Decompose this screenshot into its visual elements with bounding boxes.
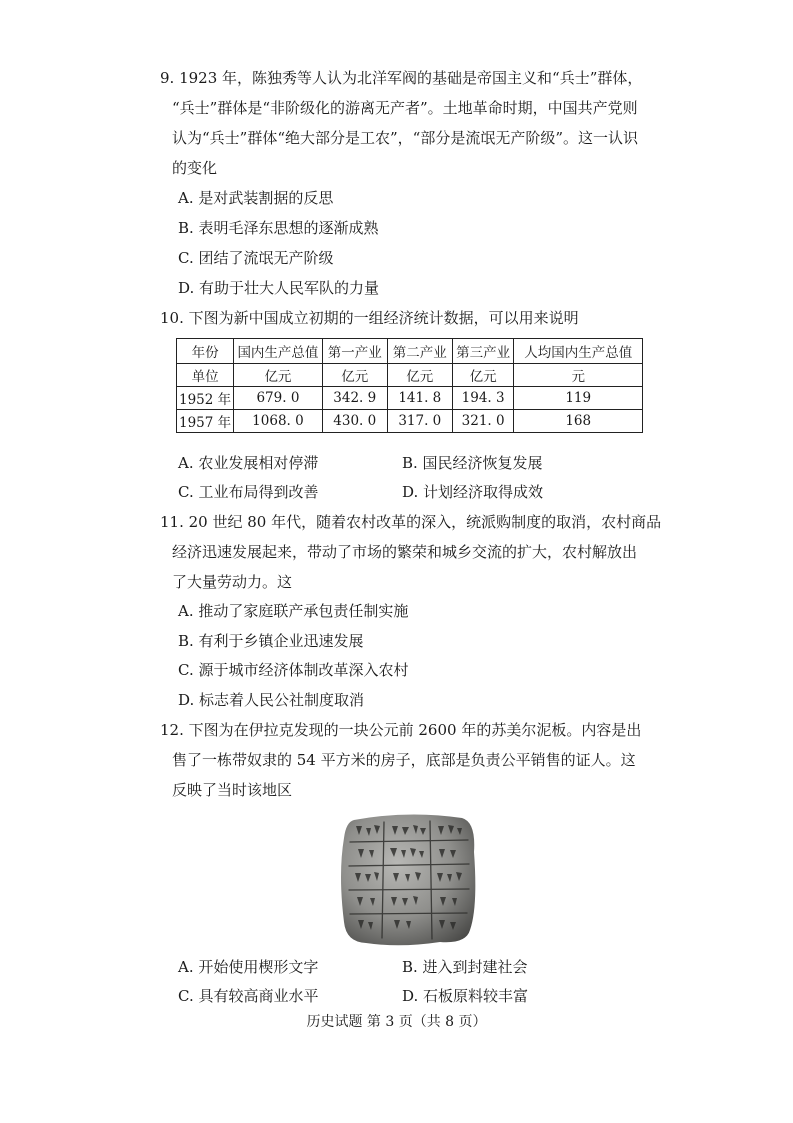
table-cell: 679. 0 xyxy=(234,387,323,410)
table-header-cell: 人均国内生产总值 xyxy=(514,339,643,364)
table-header-cell: 年份 xyxy=(177,339,234,364)
table-cell: 430. 0 xyxy=(322,410,387,433)
q10-option-d: D. 计划经济取得成效 xyxy=(402,483,544,501)
table-cell: 194. 3 xyxy=(452,387,514,410)
table-cell: 119 xyxy=(514,387,643,410)
q12-stem-line-1: 12. 下图为在伊拉克发现的一块公元前 2600 年的苏美尔泥板。内容是出 xyxy=(160,721,642,739)
table-cell: 1957 年 xyxy=(177,410,234,433)
table-cell: 317. 0 xyxy=(387,410,452,433)
q9-option-c: C. 团结了流氓无产阶级 xyxy=(178,249,334,267)
table-cell: 元 xyxy=(514,364,643,387)
q9-stem-line-1: 9. 1923 年，陈独秀等人认为北洋军阀的基础是帝国主义和“兵士”群体， xyxy=(160,69,643,87)
q10-stem: 10. 下图为新中国成立初期的一组经济统计数据，可以用来说明 xyxy=(160,309,579,327)
table-header-cell: 第二产业 xyxy=(387,339,452,364)
q12-option-d: D. 石板原料较丰富 xyxy=(402,987,529,1005)
q11-stem-line-1: 11. 20 世纪 80 年代，随着农村改革的深入，统派购制度的取消，农村商品 xyxy=(160,513,662,531)
q12-option-a: A. 开始使用楔形文字 xyxy=(178,958,319,976)
q11-option-a: A. 推动了家庭联产承包责任制实施 xyxy=(178,602,409,620)
table-header-cell: 国内生产总值 xyxy=(234,339,323,364)
q12-option-c: C. 具有较高商业水平 xyxy=(178,987,319,1005)
table-cell: 1952 年 xyxy=(177,387,234,410)
q10-option-a: A. 农业发展相对停滞 xyxy=(178,454,319,472)
economic-stats-table xyxy=(176,338,643,433)
table-header-cell: 第一产业 xyxy=(322,339,387,364)
table-row xyxy=(177,410,643,433)
table-header-row xyxy=(177,339,643,364)
table-cell: 亿元 xyxy=(452,364,514,387)
q12-stem-line-2: 售了一栋带奴隶的 54 平方米的房子，底部是负责公平销售的证人。这 xyxy=(172,751,636,769)
q11-stem-line-3: 了大量劳动力。这 xyxy=(172,573,293,591)
q9-option-b: B. 表明毛泽东思想的逐渐成熟 xyxy=(178,219,379,237)
table-header-cell: 第三产业 xyxy=(452,339,514,364)
clay-tablet-illustration xyxy=(340,812,476,946)
sumerian-clay-tablet-image xyxy=(340,812,476,946)
q11-option-d: D. 标志着人民公社制度取消 xyxy=(178,691,365,709)
table-cell: 1068. 0 xyxy=(234,410,323,433)
table-cell: 141. 8 xyxy=(387,387,452,410)
q11-stem-line-2: 经济迅速发展起来，带动了市场的繁荣和城乡交流的扩大，农村解放出 xyxy=(172,543,638,561)
q9-stem-line-4: 的变化 xyxy=(172,159,218,177)
table-cell: 342. 9 xyxy=(322,387,387,410)
q12-stem-line-3: 反映了当时该地区 xyxy=(172,781,293,799)
table-cell: 321. 0 xyxy=(452,410,514,433)
q12-option-b: B. 进入到封建社会 xyxy=(402,958,528,976)
table-cell: 168 xyxy=(514,410,643,433)
table-cell: 亿元 xyxy=(387,364,452,387)
page-footer: 历史试题 第 3 页（共 8 页） xyxy=(306,1014,487,1030)
q9-option-a: A. 是对武装割据的反思 xyxy=(178,189,334,207)
q9-stem-line-3: 认为“兵士”群体“绝大部分是工农”，“部分是流氓无产阶级”。这一认识 xyxy=(172,129,639,147)
q11-option-c: C. 源于城市经济体制改革深入农村 xyxy=(178,661,409,679)
table-cell: 亿元 xyxy=(234,364,323,387)
q10-option-b: B. 国民经济恢复发展 xyxy=(402,454,543,472)
table-cell: 亿元 xyxy=(322,364,387,387)
q11-option-b: B. 有利于乡镇企业迅速发展 xyxy=(178,632,364,650)
q9-option-d: D. 有助于壮大人民军队的力量 xyxy=(178,279,380,297)
table-row xyxy=(177,387,643,410)
table-units-row xyxy=(177,364,643,387)
q9-stem-line-2: “兵士”群体是“非阶级化的游离无产者”。土地革命时期，中国共产党则 xyxy=(172,99,638,117)
q10-option-c: C. 工业布局得到改善 xyxy=(178,483,319,501)
table-cell: 单位 xyxy=(177,364,234,387)
